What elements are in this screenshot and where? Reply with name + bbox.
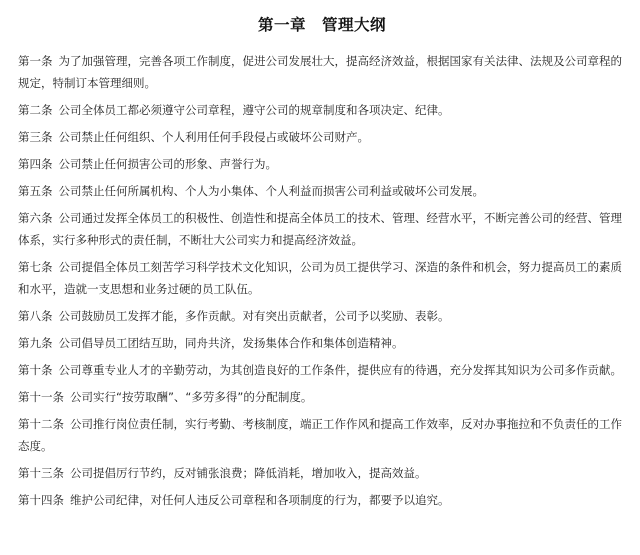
- article-number: 第二条: [18, 103, 53, 117]
- article-text: 为了加强管理，完善各项工作制度，促进公司发展壮大，提高经济效益，根据国家有关法律、法规及公司章程的规定，特制订本管理细则。: [18, 54, 622, 90]
- article-number: 第六条: [18, 211, 53, 225]
- article-text: 公司实行“按劳取酬”、“多劳多得”的分配制度。: [70, 390, 313, 404]
- article-text: 公司通过发挥全体员工的积极性、创造性和提高全体员工的技术、管理、经营水平，不断完善公司的经营、管理体系，实行多种形式的责任制，不断壮大公司实力和提高经济效益。: [18, 211, 622, 247]
- article-number: 第七条: [18, 260, 53, 274]
- article-text: 公司全体员工都必须遵守公司章程，遵守公司的规章制度和各项决定、纪律。: [58, 103, 450, 117]
- chapter-title: 第一章 管理大纲: [257, 16, 386, 34]
- article-number: 第九条: [18, 336, 53, 350]
- article-number: 第四条: [18, 157, 53, 171]
- article-14: [18, 489, 626, 511]
- article-text: 公司尊重专业人才的辛勤劳动，为其创造良好的工作条件，提供应有的待遇，充分发挥其知识为公司多作贡献。: [58, 363, 622, 377]
- article-11: [18, 386, 626, 408]
- article-number: 第五条: [18, 184, 53, 198]
- article-number: 第十条: [18, 363, 53, 377]
- article-number: 第十一条: [18, 390, 64, 404]
- article-text: 公司禁止任何所属机构、个人为小集体、个人利益而损害公司利益或破坏公司发展。: [58, 184, 484, 198]
- article-text: 公司鼓励员工发挥才能，多作贡献。对有突出贡献者，公司予以奖励、表彰。: [58, 309, 450, 323]
- article-text: 公司禁止任何损害公司的形象、声誉行为。: [58, 157, 277, 171]
- article-text: 公司提倡全体员工刻苦学习科学技术文化知识，公司为员工提供学习、深造的条件和机会，努力提高员工的素质和水平，造就一支思想和业务过硬的员工队伍。: [18, 260, 622, 296]
- article-5: [18, 180, 626, 202]
- article-text: 维护公司纪律，对任何人违反公司章程和各项制度的行为，都要予以追究。: [70, 493, 450, 507]
- article-9: [18, 332, 626, 354]
- article-number: 第三条: [18, 130, 53, 144]
- article-10: [18, 359, 626, 381]
- article-text: 公司提倡厉行节约，反对铺张浪费；降低消耗，增加收入，提高效益。: [70, 466, 427, 480]
- article-number: 第十三条: [18, 466, 64, 480]
- article-list: [18, 50, 626, 511]
- article-6: [18, 207, 626, 251]
- article-4: [18, 153, 626, 175]
- article-3: [18, 126, 626, 148]
- article-text: 公司禁止任何组织、个人利用任何手段侵占或破坏公司财产。: [58, 130, 369, 144]
- article-number: 第一条: [18, 54, 53, 68]
- article-13: [18, 462, 626, 484]
- article-text: 公司推行岗位责任制，实行考勤、考核制度，端正工作作风和提高工作效率，反对办事拖拉和不负责任的工作态度。: [18, 417, 622, 453]
- article-7: [18, 256, 626, 300]
- article-text: 公司倡导员工团结互助，同舟共济，发扬集体合作和集体创造精神。: [58, 336, 404, 350]
- article-12: [18, 413, 626, 457]
- article-number: 第十四条: [18, 493, 64, 507]
- article-2: [18, 99, 626, 121]
- article-1: [18, 50, 626, 94]
- article-number: 第十二条: [18, 417, 64, 431]
- article-number: 第八条: [18, 309, 53, 323]
- article-8: [18, 305, 626, 327]
